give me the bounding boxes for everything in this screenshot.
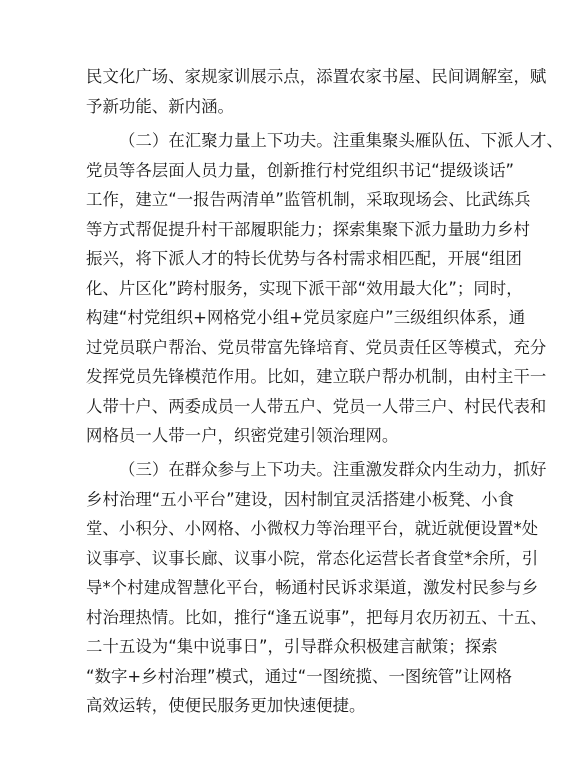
text-line: 堂、小积分、小网格、小微权力等治理平台，就近就便设置*处 (86, 519, 539, 538)
text-line: 工作，建立“一报告两清单”监管机制，采取现场会、比武练兵 (86, 190, 531, 209)
text-line: 网格员一人带一户，织密党建引领治理网。 (86, 426, 399, 445)
text-line: 过党员联户帮治、党员带富先锋培育、党员责任区等模式，充分 (86, 337, 547, 357)
text-line: 予新功能、新内涵。 (86, 96, 234, 116)
text-line: “数字+乡村治理”模式，通过“一图统揽、一图统管”让网格 (86, 666, 513, 686)
text-line: 化、片区化”跨村服务，实现下派干部“效用最大化”；同时， (86, 278, 523, 298)
text-line: 议事亭、议事长廊、议事小院，常态化运营长者食堂*余所，引 (86, 548, 539, 568)
text-line: 民文化广场、家规家训展示点，添置农家书屋、民间调解室，赋 (86, 67, 547, 86)
text-line: 乡村治理“五小平台”建设，因村制宜灵活搭建小板凳、小食 (86, 489, 515, 509)
paragraph-public-participation (86, 455, 547, 721)
paragraph-gathering-strength (86, 126, 563, 451)
text-line: 振兴，将下派人才的特长优势与各村需求相匹配，开展“组团 (86, 249, 522, 268)
text-line: 构建“村党组织+网格党小组+党员家庭户”三级组织体系，通 (86, 308, 526, 327)
text-line: 党员等各层面人员力量，创新推行村党组织书记“提级谈话” (86, 160, 515, 180)
text-line: 发挥党员先锋模范作用。比如，建立联户帮办机制，由村主干一 (86, 367, 547, 386)
text-line: 等方式帮促提升村干部履职能力；探索集聚下派力量助力乡村 (86, 219, 530, 239)
text-line: 高效运转，使便民服务更加快速便捷。 (86, 696, 366, 715)
paragraph-heading-line: （二）在汇聚力量上下功夫。注重集聚头雁队伍、下派人才、 (119, 131, 563, 150)
text-line: 二十五设为“集中说事日”，引导群众积极建言献策；探索 (86, 637, 498, 656)
paragraph-heading-line: （三）在群众参与上下功夫。注重激发群众内生动力，抓好 (119, 460, 547, 479)
text-line: 人带十户、两委成员一人带五户、党员一人带三户、村民代表和 (86, 396, 547, 416)
text-line: 导*个村建成智慧化平台，畅通村民诉求渠道，激发村民参与乡 (86, 578, 539, 597)
text-line: 村治理热情。比如，推行“逢五说事”，把每月农历初五、十五、 (86, 607, 547, 627)
paragraph-continuation (86, 62, 547, 121)
